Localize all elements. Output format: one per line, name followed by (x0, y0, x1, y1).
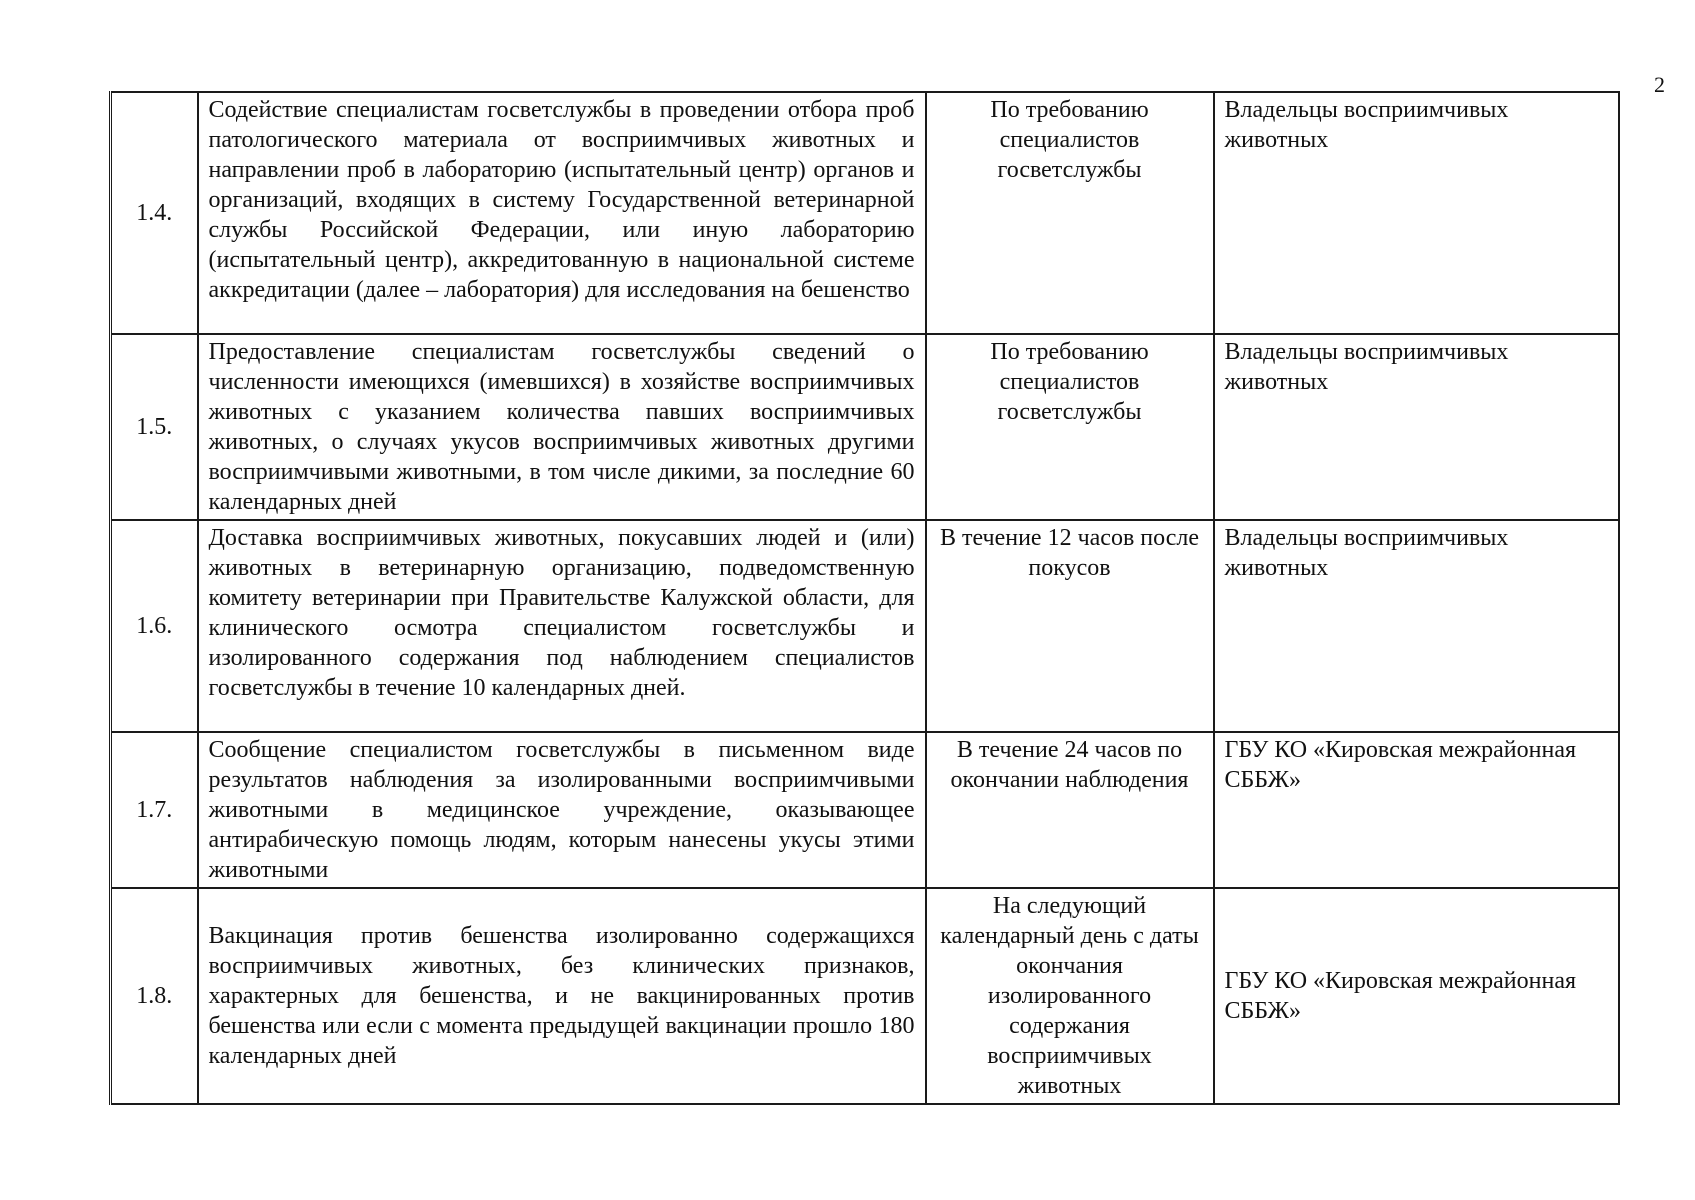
measure-executor: ГБУ КО «Кировская межрайонная СББЖ» (1214, 888, 1619, 1104)
measure-executor: Владельцы восприимчивых животных (1214, 520, 1619, 732)
measure-description: Вакцинация против бешенства изолированно содержащихся восприимчивых животных, без клинических признаков, характерных для бешенства, и не вакцинированных против бешенства или если с момента предыдущей вакцинации прошло 180 календарных дней (198, 888, 926, 1104)
row-number: 1.4. (111, 92, 198, 334)
page-number: 2 (1654, 72, 1665, 97)
measures-table (109, 91, 1620, 1105)
measure-executor: ГБУ КО «Кировская межрайонная СББЖ» (1214, 732, 1619, 888)
measure-description: Содействие специалистам госветслужбы в проведении отбора проб патологического материала от восприимчивых животных и направлении проб в лабораторию (испытательный центр) органов и организаций, входящих в систему Государственной ветеринарной службы Российской Федерации, или иную лабораторию (испытательный центр), аккредитованную в национальной системе аккредитации (далее – лаборатория) для исследования на бешенство (198, 92, 926, 334)
table-row (111, 520, 1619, 732)
measure-executor: Владельцы восприимчивых животных (1214, 334, 1619, 520)
row-number: 1.6. (111, 520, 198, 732)
table-row (111, 92, 1619, 334)
measure-deadline: В течение 12 часов после покусов (926, 520, 1214, 732)
measure-description: Сообщение специалистом госветслужбы в письменном виде результатов наблюдения за изолированными восприимчивыми животными в медицинское учреждение, оказывающее антирабическую помощь людям, которым нанесены укусы этими животными (198, 732, 926, 888)
measure-deadline: На следующий календарный день с даты окончания изолированного содержания восприимчивых животных (926, 888, 1214, 1104)
measure-deadline: По требованию специалистов госветслужбы (926, 334, 1214, 520)
measure-description: Доставка восприимчивых животных, покусавших людей и (или) животных в ветеринарную организацию, подведомственную комитету ветеринарии при Правительстве Калужской области, для клинического осмотра специалистом госветслужбы и изолированного содержания под наблюдением специалистов госветслужбы в течение 10 календарных дней. (198, 520, 926, 732)
row-number: 1.7. (111, 732, 198, 888)
row-number: 1.5. (111, 334, 198, 520)
measure-executor: Владельцы восприимчивых животных (1214, 92, 1619, 334)
measure-description: Предоставление специалистам госветслужбы сведений о численности имеющихся (имевшихся) в хозяйстве восприимчивых животных с указанием количества павших восприимчивых животных, о случаях укусов восприимчивых животных другими восприимчивыми животными, в том числе дикими, за последние 60 календарных дней (198, 334, 926, 520)
measure-deadline: В течение 24 часов по окончании наблюдения (926, 732, 1214, 888)
table-row (111, 888, 1619, 1104)
table-row (111, 334, 1619, 520)
row-number: 1.8. (111, 888, 198, 1104)
table-row (111, 732, 1619, 888)
measure-deadline: По требованию специалистов госветслужбы (926, 92, 1214, 334)
